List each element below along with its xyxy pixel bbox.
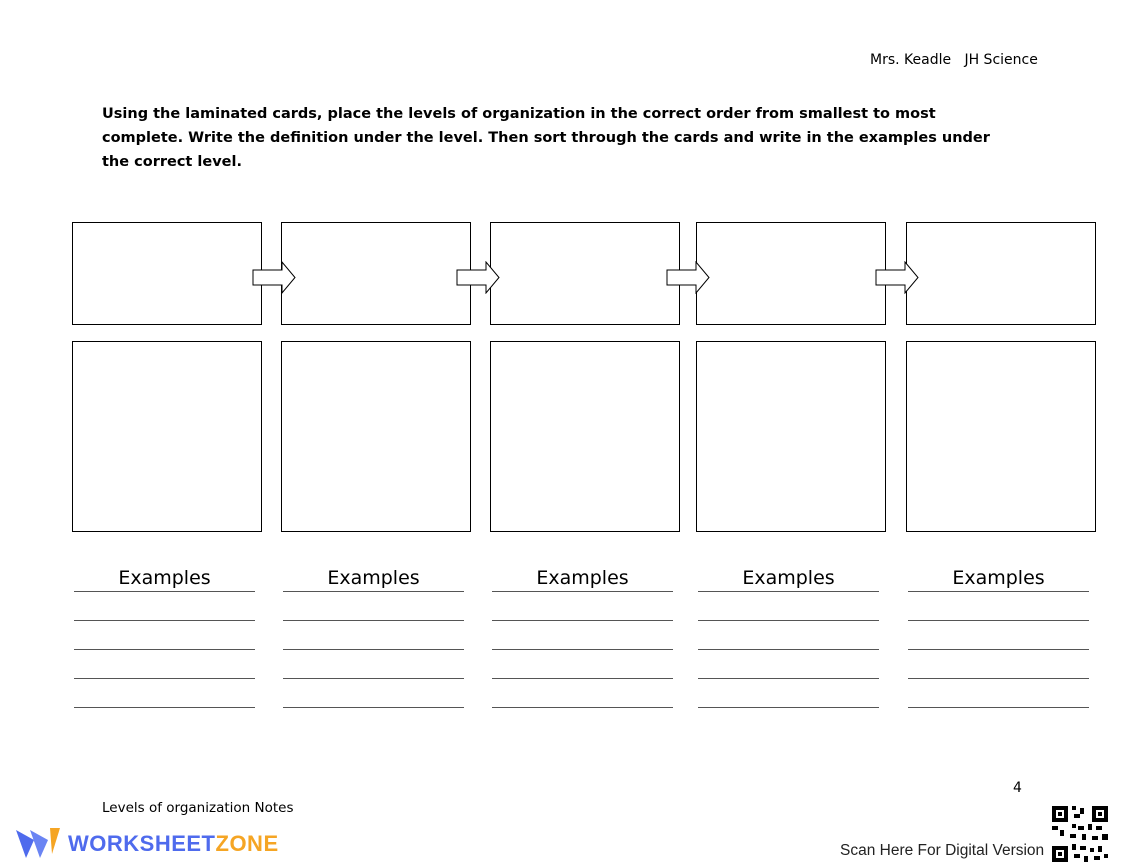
- definition-box-4[interactable]: [696, 341, 886, 532]
- example-line[interactable]: [908, 621, 1089, 650]
- examples-column-1: [74, 566, 255, 708]
- example-line[interactable]: [283, 679, 464, 708]
- definition-box-2[interactable]: [281, 341, 471, 532]
- example-line[interactable]: [283, 621, 464, 650]
- examples-label: Examples: [492, 566, 673, 592]
- example-line[interactable]: [698, 679, 879, 708]
- example-line[interactable]: [908, 650, 1089, 679]
- example-line[interactable]: [492, 592, 673, 621]
- example-line[interactable]: [698, 621, 879, 650]
- example-line[interactable]: [74, 592, 255, 621]
- definition-box-1[interactable]: [72, 341, 262, 532]
- level-box-5[interactable]: [906, 222, 1096, 325]
- level-box-3[interactable]: [490, 222, 680, 325]
- example-line[interactable]: [74, 621, 255, 650]
- worksheetzone-logo-icon: [14, 826, 62, 862]
- qr-code-icon[interactable]: [1052, 806, 1108, 862]
- example-line[interactable]: [698, 592, 879, 621]
- instructions: Using the laminated cards, place the levels of organization in the correct order from smallest to most complete. Write the definition under the level. Then sort through the cards and write in the examples under the correct level.: [102, 106, 990, 170]
- example-line[interactable]: [492, 650, 673, 679]
- worksheetzone-logo[interactable]: [14, 826, 279, 862]
- scan-text: Scan Here For Digital Version: [840, 842, 1045, 859]
- level-box-1[interactable]: [72, 222, 262, 325]
- level-box-4[interactable]: [696, 222, 886, 325]
- example-line[interactable]: [283, 592, 464, 621]
- example-line[interactable]: [908, 679, 1089, 708]
- examples-column-3: [492, 566, 673, 708]
- arrow-right-icon: [666, 261, 710, 294]
- example-line[interactable]: [74, 650, 255, 679]
- example-line[interactable]: [908, 592, 1089, 621]
- examples-label: Examples: [74, 566, 255, 592]
- example-line[interactable]: [74, 679, 255, 708]
- level-box-2[interactable]: [281, 222, 471, 325]
- examples-column-2: [283, 566, 464, 708]
- definition-box-5[interactable]: [906, 341, 1096, 532]
- brand-part1: WORKSHEET: [68, 831, 216, 856]
- examples-label: Examples: [698, 566, 879, 592]
- example-line[interactable]: [283, 650, 464, 679]
- brand-name: [68, 831, 279, 857]
- header-author: Mrs. Keadle JH Science: [870, 52, 1038, 68]
- arrow-right-icon: [456, 261, 500, 294]
- example-line[interactable]: [492, 621, 673, 650]
- arrow-right-icon: [875, 261, 919, 294]
- example-line[interactable]: [492, 679, 673, 708]
- example-line[interactable]: [698, 650, 879, 679]
- examples-column-4: [698, 566, 879, 708]
- examples-label: Examples: [908, 566, 1089, 592]
- brand-part2: ZONE: [215, 831, 279, 856]
- examples-column-5: [908, 566, 1089, 708]
- arrow-right-icon: [252, 261, 296, 294]
- page-number: 4: [1013, 780, 1022, 796]
- examples-label: Examples: [283, 566, 464, 592]
- definition-box-3[interactable]: [490, 341, 680, 532]
- footer-title: Levels of organization Notes: [102, 800, 294, 816]
